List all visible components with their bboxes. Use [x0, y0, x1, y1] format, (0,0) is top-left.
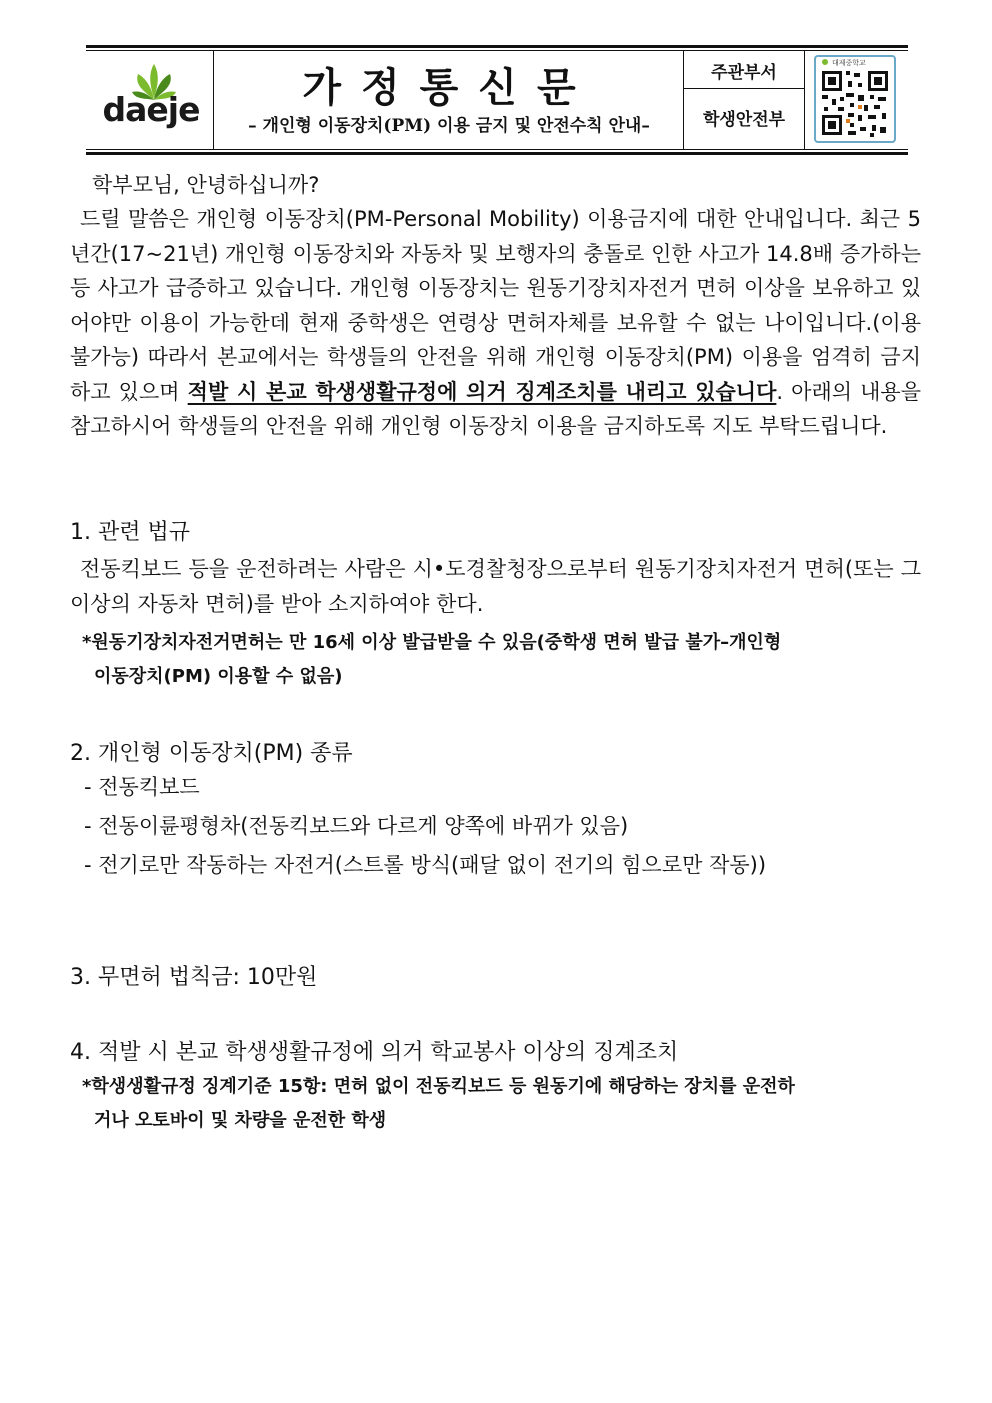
logo-wordmark: daeje	[102, 90, 200, 129]
header-top-rule	[86, 45, 908, 48]
intro-paragraph	[70, 202, 921, 444]
header-dept-divider	[684, 88, 804, 89]
section-4-note-line-2: 거나 오토바이 및 차량을 운전한 학생	[94, 1110, 387, 1131]
qr-school-name: 대제중학교	[832, 59, 866, 67]
greeting: 학부모님, 안녕하십니까?	[92, 173, 320, 197]
list-item: - 전기로만 작동하는 자전거(스트롤 방식(패달 없이 전기의 힘으로만 작동))	[84, 853, 767, 877]
intro-text-end: . 아래의 내용을 참고하시어 학생들의 안전을 위해 개인형 이동장치 이용을 금지하도록 지도 부탁드립니다.	[70, 379, 921, 438]
section-1-note-line-1: *원동기장치자전거면허는 만 16세 이상 발급받을 수 있음(중학생 면허 발급 불가–개인형	[82, 632, 782, 653]
header-bottom-rule-thin	[86, 149, 908, 150]
header-top-rule-thin	[86, 50, 908, 51]
header-divider-dept	[804, 50, 805, 150]
section-4-note-line-1: *학생생활규정 징계기준 15항: 면허 없이 전동킥보드 등 원동기에 해당하는 장치를 운전하	[82, 1076, 795, 1097]
header-bottom-rule	[86, 152, 908, 155]
intro-text: 드릴 말씀은 개인형 이동장치(PM-Personal Mobility) 이용금지에 대한 안내입니다. 최근 5년간(17~21년) 개인형 이동장치와 자동차 및 보행자의 충돌로 인한 사고가 14.8배 증가하는 등 사고가 급증하고 있습니다. 개인형 이동장치는 원동기장치자전거 면허 이상을 보유하고 있어야만 이용이 가능한데 현재 중학생은 연령상 면허자체를 보유할 수 없는 나이입니다.(이용불가능) 따라서 본교에서는 학생들의 안전을 위해 개인형 이동장치(PM) 이용을 엄격히 금지하고 있으며	[70, 207, 921, 404]
section-1-note-line-2: 이동장치(PM) 이용할 수 없음)	[94, 666, 343, 687]
section-1-note	[82, 626, 922, 694]
qr-code[interactable]	[814, 55, 896, 143]
qr-code-icon	[814, 55, 896, 143]
dept-value: 학생안전부	[702, 110, 786, 130]
list-item: - 전동킥보드	[84, 775, 200, 799]
list-item: - 전동이륜평형차(전동킥보드와 다르게 양쪽에 바뀌가 있음)	[84, 814, 629, 838]
intro-emphasis: 적발 시 본교 학생생활규정에 의거 징계조치를 내리고 있습니다	[187, 379, 777, 404]
section-1-body: 전동킥보드 등을 운전하려는 사람은 시•도경찰청장으로부터 원동기장치자전거 면허(또는 그 이상의 자동차 면허)를 받아 소지하여야 한다.	[70, 557, 921, 616]
section-4-heading: 4. 적발 시 본교 학생생활규정에 의거 학교봉사 이상의 징계조치	[70, 1040, 679, 1065]
page-title: 가정통신문	[302, 65, 596, 111]
section-2-heading: 2. 개인형 이동장치(PM) 종류	[70, 741, 353, 766]
school-logo	[96, 62, 206, 142]
page-subtitle: – 개인형 이동장치(PM) 이용 금지 및 안전수칙 안내–	[248, 116, 650, 136]
section-3-heading: 3. 무면허 법칙금: 10만원	[70, 965, 318, 990]
dept-label: 주관부서	[711, 63, 777, 83]
section-1-heading: 1. 관련 법규	[70, 520, 190, 545]
section-4-note	[82, 1070, 922, 1138]
